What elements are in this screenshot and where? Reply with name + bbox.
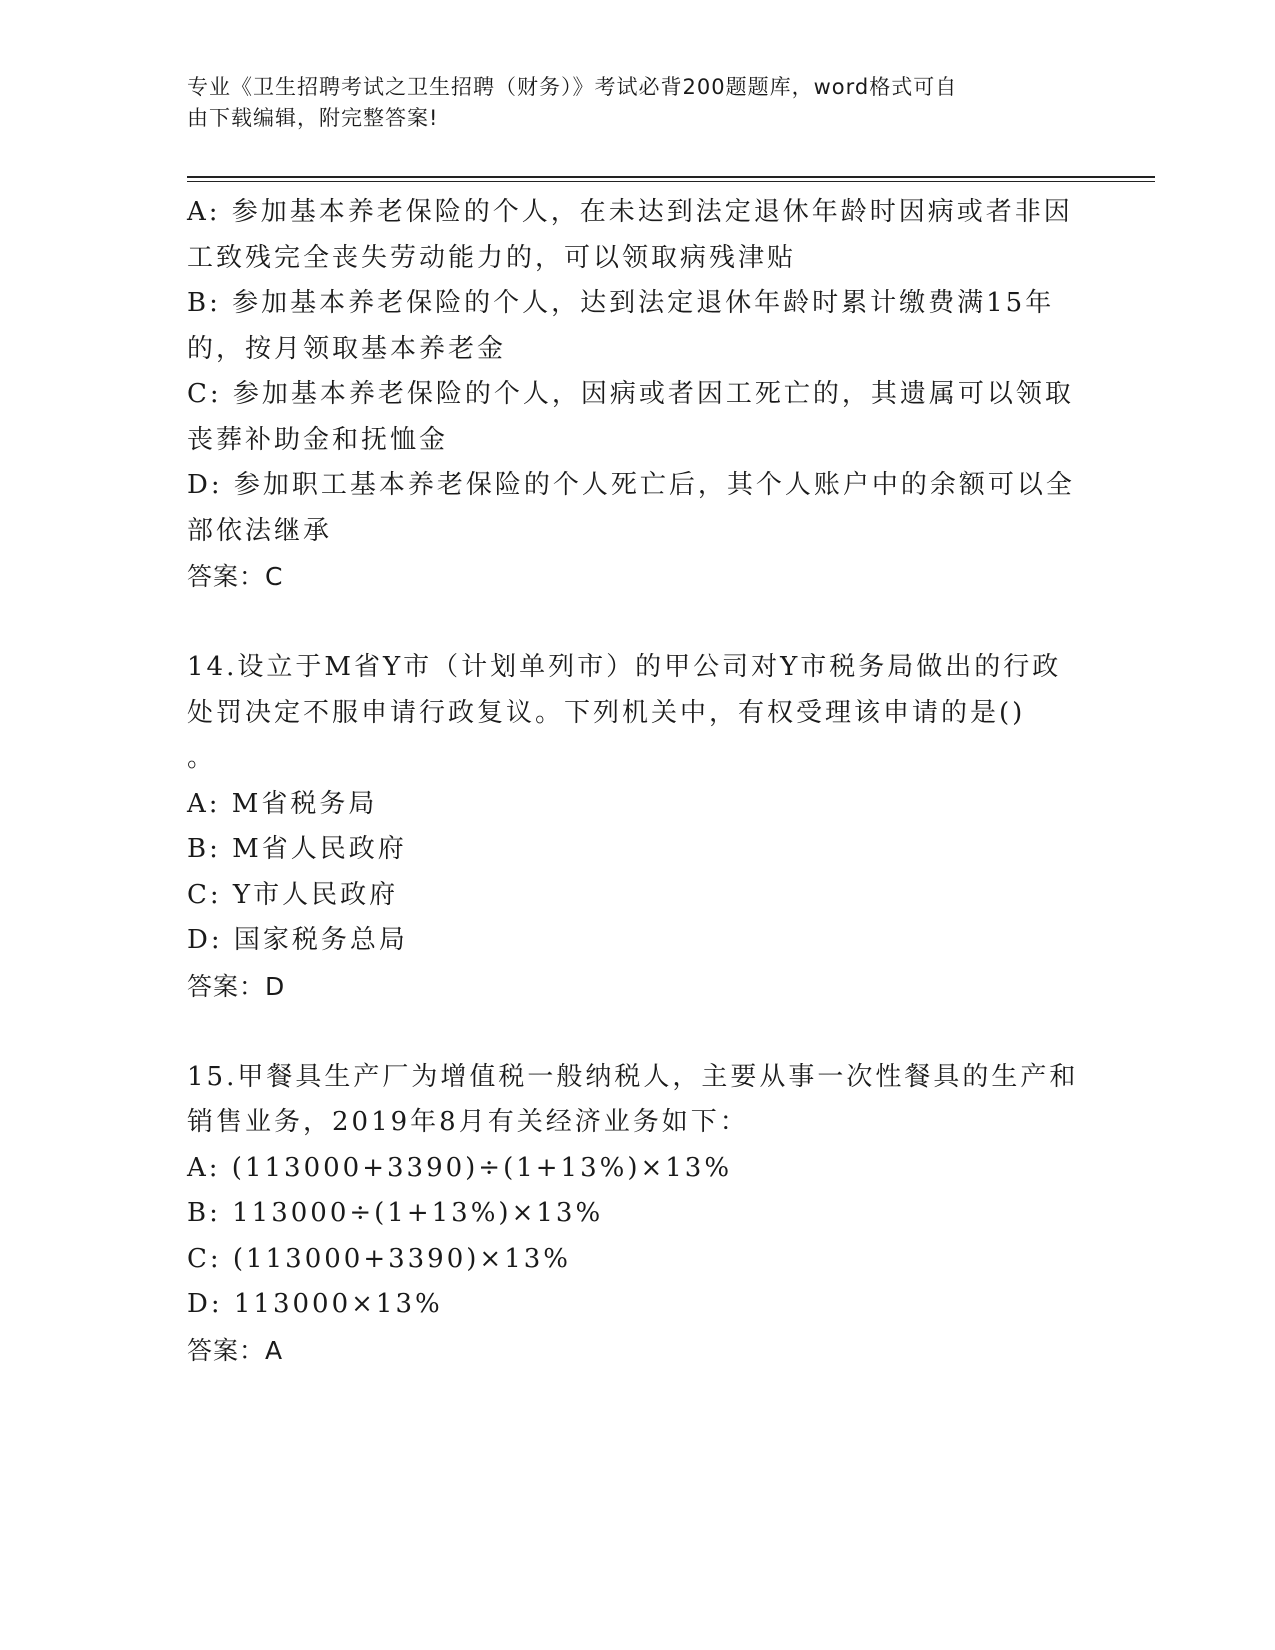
option-d-line-2: 部依法继承 xyxy=(187,515,333,546)
answer-13: 答案：C xyxy=(187,562,284,591)
option-a-line-1: A: 参加基本养老保险的个人，在未达到法定退休年龄时因病或者非因 xyxy=(187,197,1073,227)
answer-15: 答案：A xyxy=(187,1335,284,1365)
option-a: A: (113000+3390)÷(1+13%)×13% xyxy=(187,1152,733,1183)
question-14 xyxy=(187,645,1067,1009)
answer-14: 答案：D xyxy=(187,971,286,1001)
option-b-line-2: 的，按月领取基本养老金 xyxy=(187,333,507,364)
question-15-line-1: 15.甲餐具生产厂为增值税一般纳税人，主要从事一次性餐具的生产和 xyxy=(187,1061,1079,1092)
option-d: D: 国家税务总局 xyxy=(187,925,408,955)
spacer xyxy=(187,600,1067,646)
header-line-1: 专业《卫生招聘考试之卫生招聘（财务）》考试必背200题题库，word格式可自 xyxy=(187,75,958,99)
option-b-line-1: B: 参加基本养老保险的个人，达到法定退休年龄时累计缴费满15年 xyxy=(187,288,1055,318)
question-14-line-1: 14.设立于M省Y市（计划单列市）的甲公司对Y市税务局做出的行政 xyxy=(187,652,1062,682)
question-14-line-3: 。 xyxy=(187,743,217,773)
document-body xyxy=(187,190,1079,1373)
header-line-2: 由下载编辑，附完整答案! xyxy=(187,106,439,130)
header-divider-thick xyxy=(187,176,1155,178)
option-c: C: Y市人民政府 xyxy=(187,879,399,910)
option-c-line-1: C: 参加基本养老保险的个人，因病或者因工死亡的，其遗属可以领取 xyxy=(187,379,1074,409)
option-c-line-2: 丧葬补助金和抚恤金 xyxy=(187,424,449,455)
question-13-options xyxy=(187,190,1075,600)
option-d: D: 113000×13% xyxy=(187,1289,443,1319)
header-divider-thin xyxy=(187,181,1155,182)
spacer xyxy=(187,1009,1067,1055)
option-b: B: M省人民政府 xyxy=(187,834,407,864)
question-14-line-2: 处罚决定不服申请行政复议。下列机关中，有权受理该申请的是() xyxy=(187,697,1026,728)
option-d-line-1: D: 参加职工基本养老保险的个人死亡后，其个人账户中的余额可以全 xyxy=(187,470,1075,500)
option-b: B: 113000÷(1+13%)×13% xyxy=(187,1198,604,1228)
option-a: A: M省税务局 xyxy=(187,788,378,819)
document-header xyxy=(187,72,1067,134)
option-a-line-2: 工致残完全丧失劳动能力的，可以领取病残津贴 xyxy=(187,242,797,273)
question-15-line-2: 销售业务，2019年8月有关经济业务如下： xyxy=(187,1107,749,1137)
question-15 xyxy=(187,1055,1079,1374)
option-c: C: (113000+3390)×13% xyxy=(187,1243,571,1274)
